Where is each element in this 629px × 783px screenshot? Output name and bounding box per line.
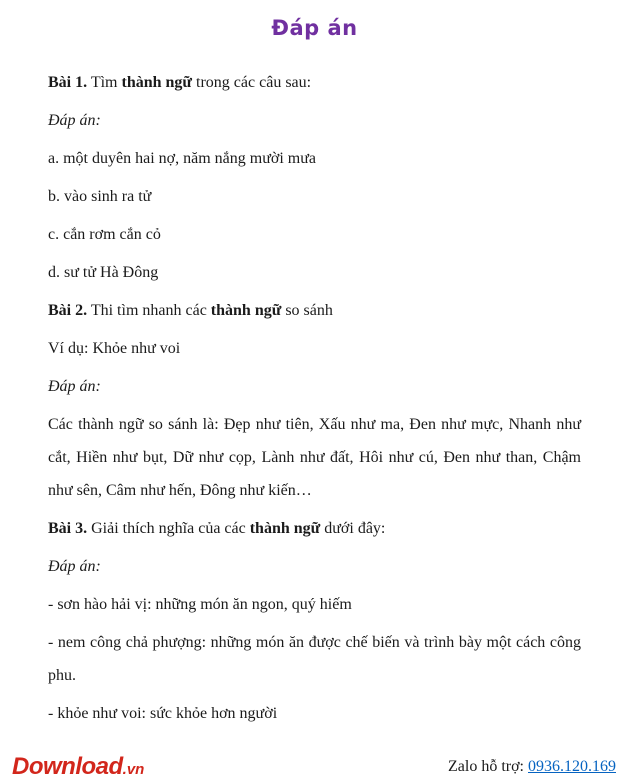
exercise-3-answer-2: - nem công chả phượng: những món ăn được chế biến và trình bày một cách công phu. [48, 634, 581, 684]
exercise-1-answer-d: d. sư tử Hà Đông [48, 264, 159, 281]
exercise-2-post: so sánh [281, 302, 333, 319]
exercise-1-answer-c: c. cắn rơm cắn cỏ [48, 226, 161, 243]
exercise-1-answer-b: b. vào sinh ra tử [48, 188, 152, 205]
exercise-3-answer-3: - khỏe như voi: sức khỏe hơn người [48, 705, 278, 722]
zalo-phone-link[interactable]: 0936.120.169 [528, 758, 616, 775]
zalo-support-label: Zalo hỗ trợ: [448, 758, 528, 775]
exercise-3-keyword: thành ngữ [249, 520, 321, 537]
zalo-support-text [448, 756, 616, 778]
exercise-1-answer-a: a. một duyên hai nợ, năm nắng mười mưa [48, 150, 316, 167]
exercise-3-heading [48, 512, 581, 545]
exercise-1-label: Bài 1. [48, 74, 88, 91]
logo-brand-text: Download [12, 753, 123, 780]
exercise-2-pre: Thi tìm nhanh các [87, 302, 211, 319]
download-vn-logo [12, 755, 144, 779]
exercise-2-heading [48, 294, 581, 327]
exercise-3-post: dưới đây: [320, 520, 386, 537]
exercise-1-heading [48, 66, 581, 99]
exercise-1-keyword: thành ngữ [121, 74, 193, 91]
exercise-2-example: Ví dụ: Khỏe như voi [48, 340, 181, 357]
exercise-1-post: trong các câu sau: [192, 74, 312, 91]
exercise-2-answer-label: Đáp án: [48, 378, 101, 395]
page-footer [0, 755, 629, 779]
logo-suffix-text: .vn [122, 761, 145, 778]
page-title: Đáp án [271, 16, 358, 40]
exercise-3-answer-1: - sơn hào hải vị: những món ăn ngon, quý hiếm [48, 596, 352, 613]
exercise-1-pre: Tìm [87, 74, 122, 91]
exercise-3-pre: Giải thích nghĩa của các [87, 520, 250, 537]
exercise-2-keyword: thành ngữ [210, 302, 282, 319]
exercise-2-label: Bài 2. [48, 302, 88, 319]
exercise-3-answer-label: Đáp án: [48, 558, 101, 575]
exercise-3-label: Bài 3. [48, 520, 88, 537]
exercise-1-answer-label: Đáp án: [48, 112, 101, 129]
exercise-2-answer-paragraph: Các thành ngữ so sánh là: Đẹp như tiên, Xấu như ma, Đen như mực, Nhanh như cắt, Hiền như bụt, Dữ như cọp, Lành như đất, Hôi như cú, Đen như than, Chậm như sên, Câm như hến, Đông như kiến… [48, 416, 581, 499]
